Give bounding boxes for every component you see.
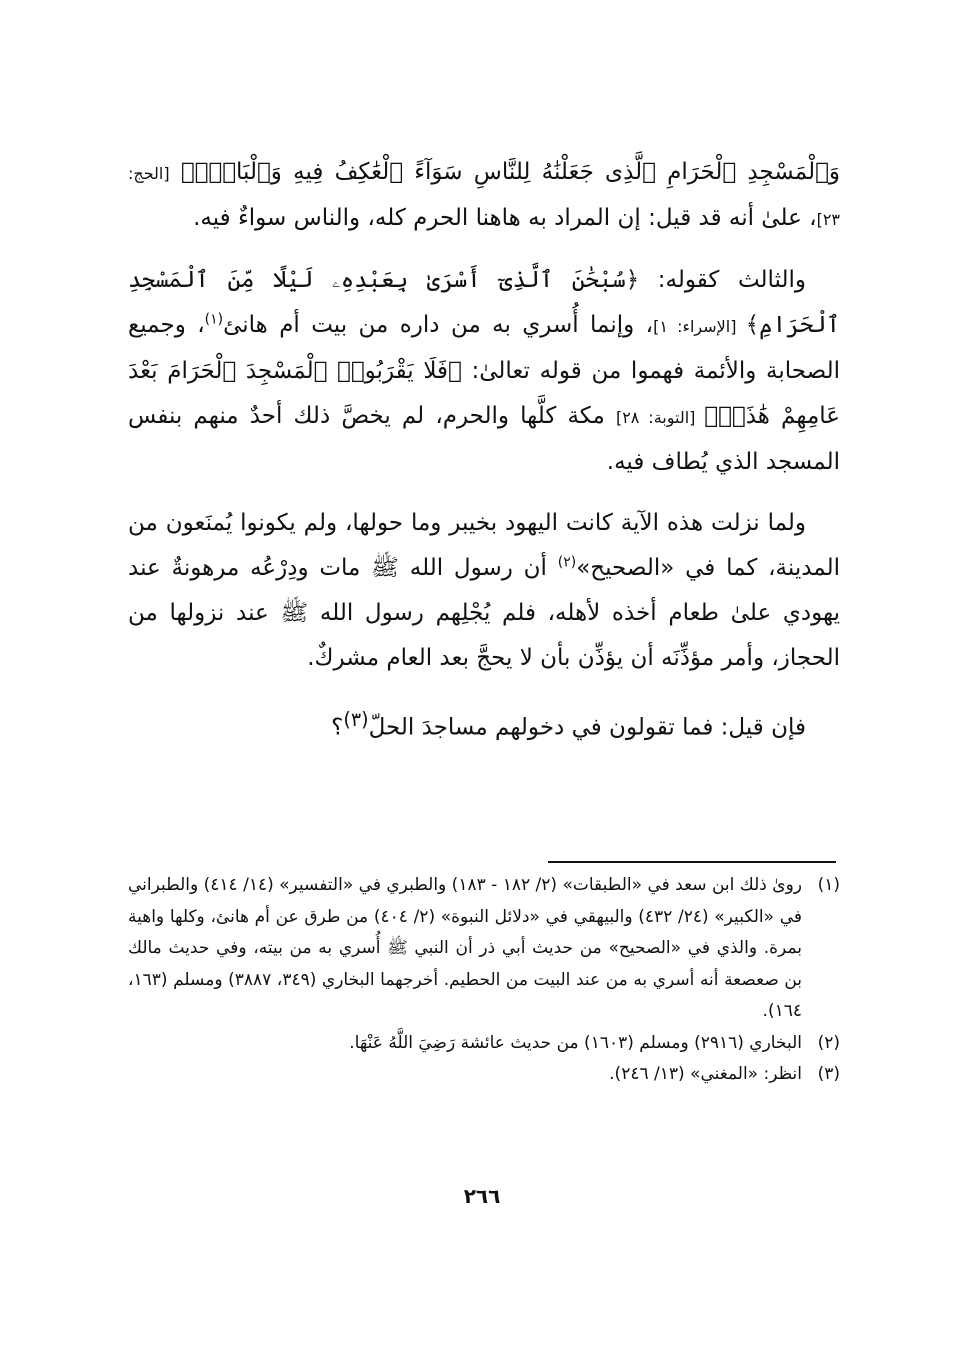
- verse-reference-tawba: [التوبة: ٢٨]: [615, 408, 705, 427]
- page-number: ٢٦٦: [463, 1184, 501, 1208]
- footnote-1-number: (١): [817, 875, 840, 895]
- paragraph-2: [128, 258, 840, 485]
- footnote-marker-1[interactable]: (١): [204, 311, 224, 328]
- verse-reference-isra: [الإسراء: ١]: [653, 317, 746, 336]
- verse-reference-hajj: [الحج: ٢٣]: [128, 164, 840, 229]
- paragraph-3-a: ولما نزلت هذه الآية كانت اليهود بخيبر وما حولها، ولم يكونوا يُمنَعون من المدينة، كما في «الصحيح»: [128, 510, 840, 581]
- footnote-3-number: (٣): [817, 1064, 840, 1084]
- footnote-2-text: البخاري (٢٩١٦) ومسلم (١٦٠٣) من حديث عائشة رَضِيَ اللَّهُ عَنْهَا.: [349, 1032, 802, 1053]
- paragraph-2-lead: والثالث كقوله:: [639, 267, 806, 293]
- quran-verse-hajj: وَٱلْمَسْجِدِ ٱلْحَرَامِ ٱلَّذِى جَعَلْنَٰهُ لِلنَّاسِ سَوَآءً ٱلْعَٰكِفُ فِيهِ وَٱلْبَادِۚ﴾: [180, 159, 840, 185]
- paragraph-2-mid2: ، وجميع الصحابة والأئمة فهموا من قوله تعالىٰ:: [128, 312, 840, 384]
- footnote-1: [128, 870, 840, 1028]
- paragraph-2-mid1: ، وإنما أُسري به من داره من بيت أم هانئ: [223, 312, 654, 338]
- paragraph-3-b: أن رسول الله ﷺ مات ودِرْعُه مرهونةٌ عند يهودي علىٰ طعام أخذه لأهله، فلم يُجْلِهم رسول الله ﷺ عند نزولها من الحجاز، وأمر مؤذِّنَه أن يؤذِّن بأن لا يحجَّ بعد العام مشركٌ.: [128, 555, 840, 671]
- page-body: [128, 150, 840, 751]
- footnote-divider: [548, 861, 836, 863]
- paragraph-1: [128, 150, 840, 242]
- quran-verse-tawba: ﴿فَلَا يَقْرَبُوا۟ ٱلْمَسْجِدَ ٱلْحَرَامَ بَعْدَ عَامِهِمْ هَٰذَاۚ﴾: [128, 358, 840, 429]
- footnote-marker-2[interactable]: (٢): [557, 554, 577, 571]
- footnotes-section: [128, 870, 840, 1091]
- paragraph-4-a: فإن قيل: فما تقولون في دخولهم مساجدَ الحلّ: [368, 714, 806, 741]
- paragraph-3: [128, 501, 840, 681]
- paragraph-1-text: ، علىٰ أنه قد قيل: إن المراد به هاهنا الحرم كله، والناس سواءٌ فيه.: [193, 205, 817, 231]
- quran-verse-isra: ﴿سُبْحَٰنَ ٱلَّذِىٓ أَسْرَىٰ بِعَبْدِهِۦ لَيْلًا مِّنَ ٱلْمَسْجِدِ ٱلْحَرَامِ﴾: [128, 267, 840, 338]
- footnote-3: [128, 1059, 840, 1091]
- paragraph-4-question: [128, 697, 840, 751]
- paragraph-4-b: ؟: [331, 714, 344, 741]
- footnote-2: [128, 1028, 840, 1060]
- footnote-1-text: روىٰ ذلك ابن سعد في «الطبقات» (٢/ ١٨٢ - ١٨٣) والطبري في «التفسير» (١٤/ ٤١٤) والطبراني في «الكبير» (٢٤/ ٤٣٢) والبيهقي في «دلائل النبوة» (٢/ ٤٠٤) من طرق عن أم هانئ، وكلها واهية بمرة. والذي في «الصحيح» من حديث أبي ذر أن النبي ﷺ أُسري به من بيته، وفي حديث مالك بن صعصعة أنه أسري به من عند البيت من الحطيم. أخرجهما البخاري (٣٤٩، ٣٨٨٧) ومسلم (١٦٣، ١٦٤).: [128, 875, 802, 1021]
- footnote-2-number: (٢): [817, 1032, 840, 1053]
- footnote-marker-3[interactable]: (٣): [343, 708, 369, 731]
- footnote-3-text: انظر: «المغني» (١٣/ ٢٤٦).: [609, 1064, 802, 1084]
- paragraph-2-tail: مكة كلَّها والحرم، لم يخصَّ ذلك أحدٌ منهم بنفس المسجد الذي يُطاف فيه.: [128, 403, 840, 475]
